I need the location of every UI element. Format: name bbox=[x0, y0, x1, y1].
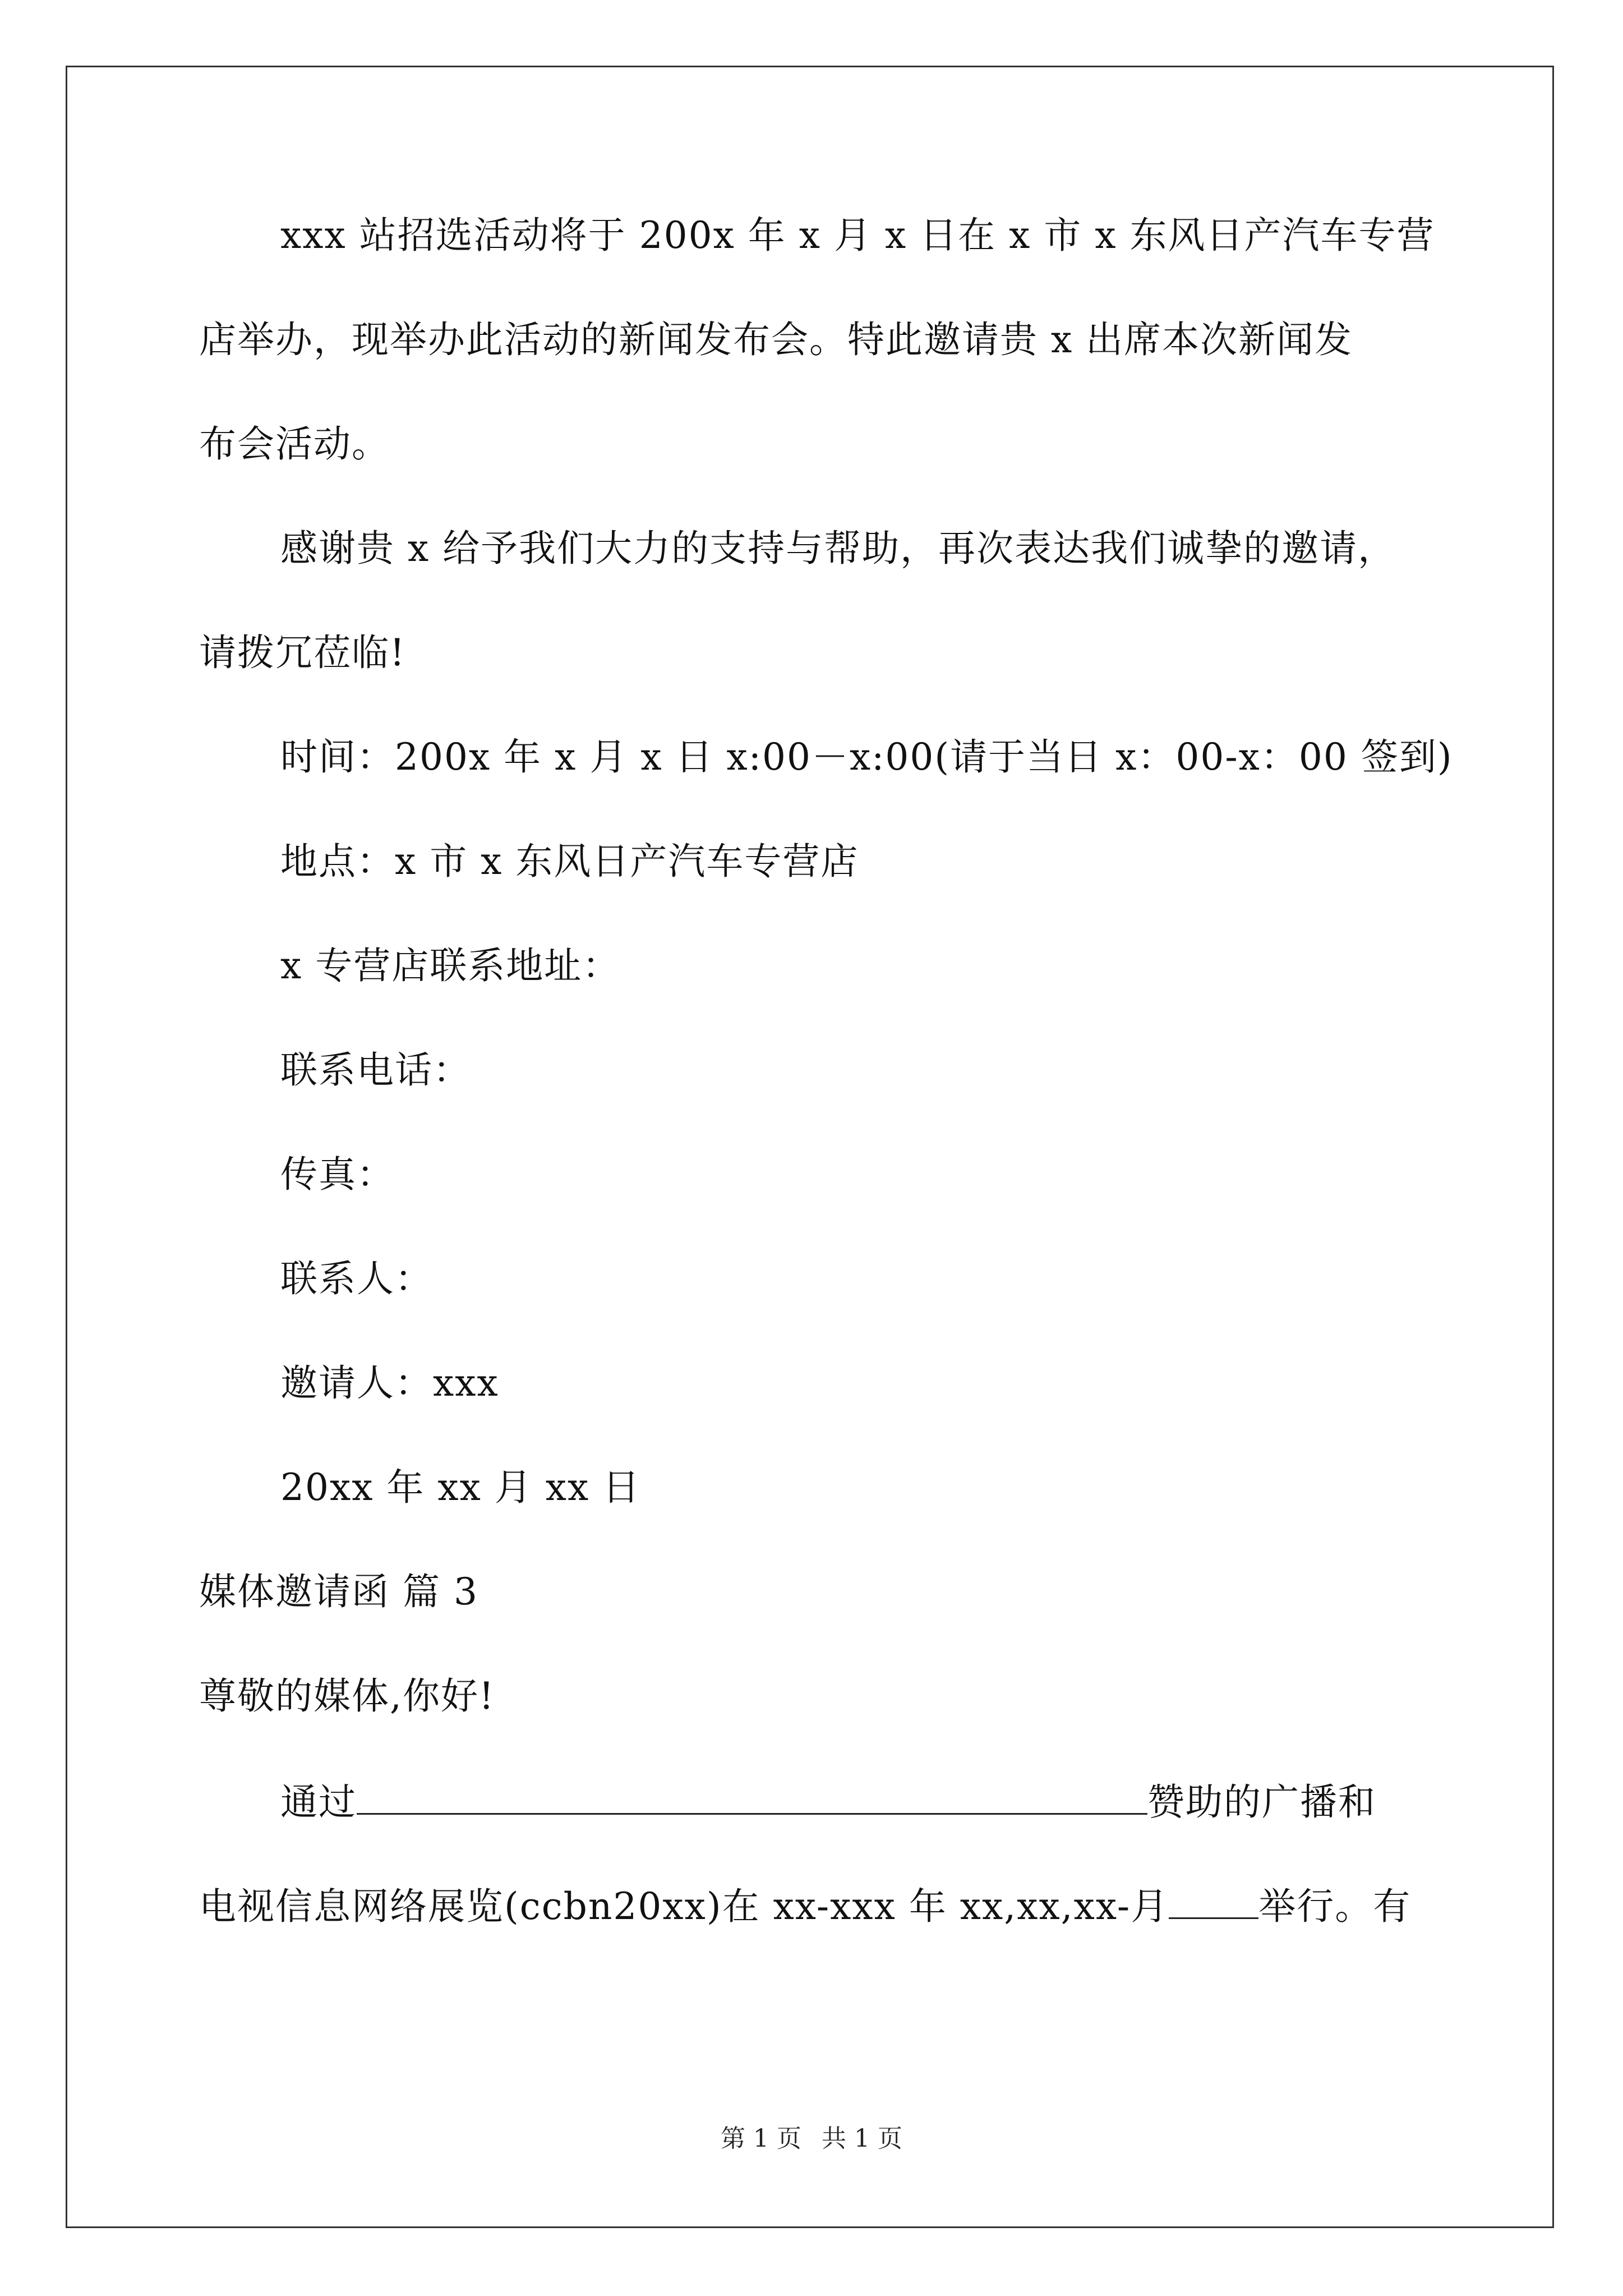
paragraph-line-2: 店举办，现举办此活动的新闻发布会。特此邀请贵 x 出席本次新闻发 bbox=[199, 318, 1353, 361]
exhibition-line bbox=[199, 1883, 1411, 1929]
location-line: 地点：x 市 x 东风日产汽车专营店 bbox=[280, 840, 859, 883]
sponsor-blank bbox=[357, 1778, 1147, 1815]
page-footer bbox=[0, 2123, 1623, 2155]
paragraph-line-5: 请拨冗莅临! bbox=[199, 631, 406, 674]
sponsor-prefix: 通过 bbox=[280, 1780, 357, 1824]
paragraph-line-1: xxx 站招选活动将于 200x 年 x 月 x 日在 x 市 x 东风日产汽车专营 bbox=[280, 214, 1435, 257]
date-line: 20xx 年 xx 月 xx 日 bbox=[280, 1466, 641, 1509]
paragraph-line-3: 布会活动。 bbox=[199, 422, 390, 466]
exhibition-prefix: 电视信息网络展览(ccbn20xx)在 xx-xxx 年 xx,xx,xx-月 bbox=[199, 1885, 1169, 1928]
sponsor-suffix: 赞助的广播和 bbox=[1147, 1780, 1376, 1824]
section-heading: 媒体邀请函 篇 3 bbox=[199, 1570, 478, 1613]
exhibition-suffix: 举行。有 bbox=[1258, 1885, 1412, 1928]
sponsor-line bbox=[280, 1778, 1376, 1825]
phone-line: 联系电话： bbox=[280, 1048, 471, 1092]
time-line: 时间：200x 年 x 月 x 日 x:00－x:00(请于当日 x：00-x：00 签到) bbox=[280, 735, 1453, 779]
inviter-line: 邀请人：xxx bbox=[280, 1361, 499, 1405]
salutation-line: 尊敬的媒体,你好! bbox=[199, 1674, 495, 1718]
paragraph-line-4: 感谢贵 x 给予我们大力的支持与帮助，再次表达我们诚挚的邀请， bbox=[280, 527, 1396, 570]
page-number-current: 第 1 页 bbox=[721, 2124, 801, 2153]
address-line: x 专营店联系地址： bbox=[280, 944, 621, 987]
fax-line: 传真： bbox=[280, 1153, 395, 1196]
contact-line: 联系人： bbox=[280, 1257, 433, 1300]
exhibition-blank bbox=[1169, 1883, 1258, 1919]
page-number-total: 共 1 页 bbox=[822, 2124, 902, 2153]
